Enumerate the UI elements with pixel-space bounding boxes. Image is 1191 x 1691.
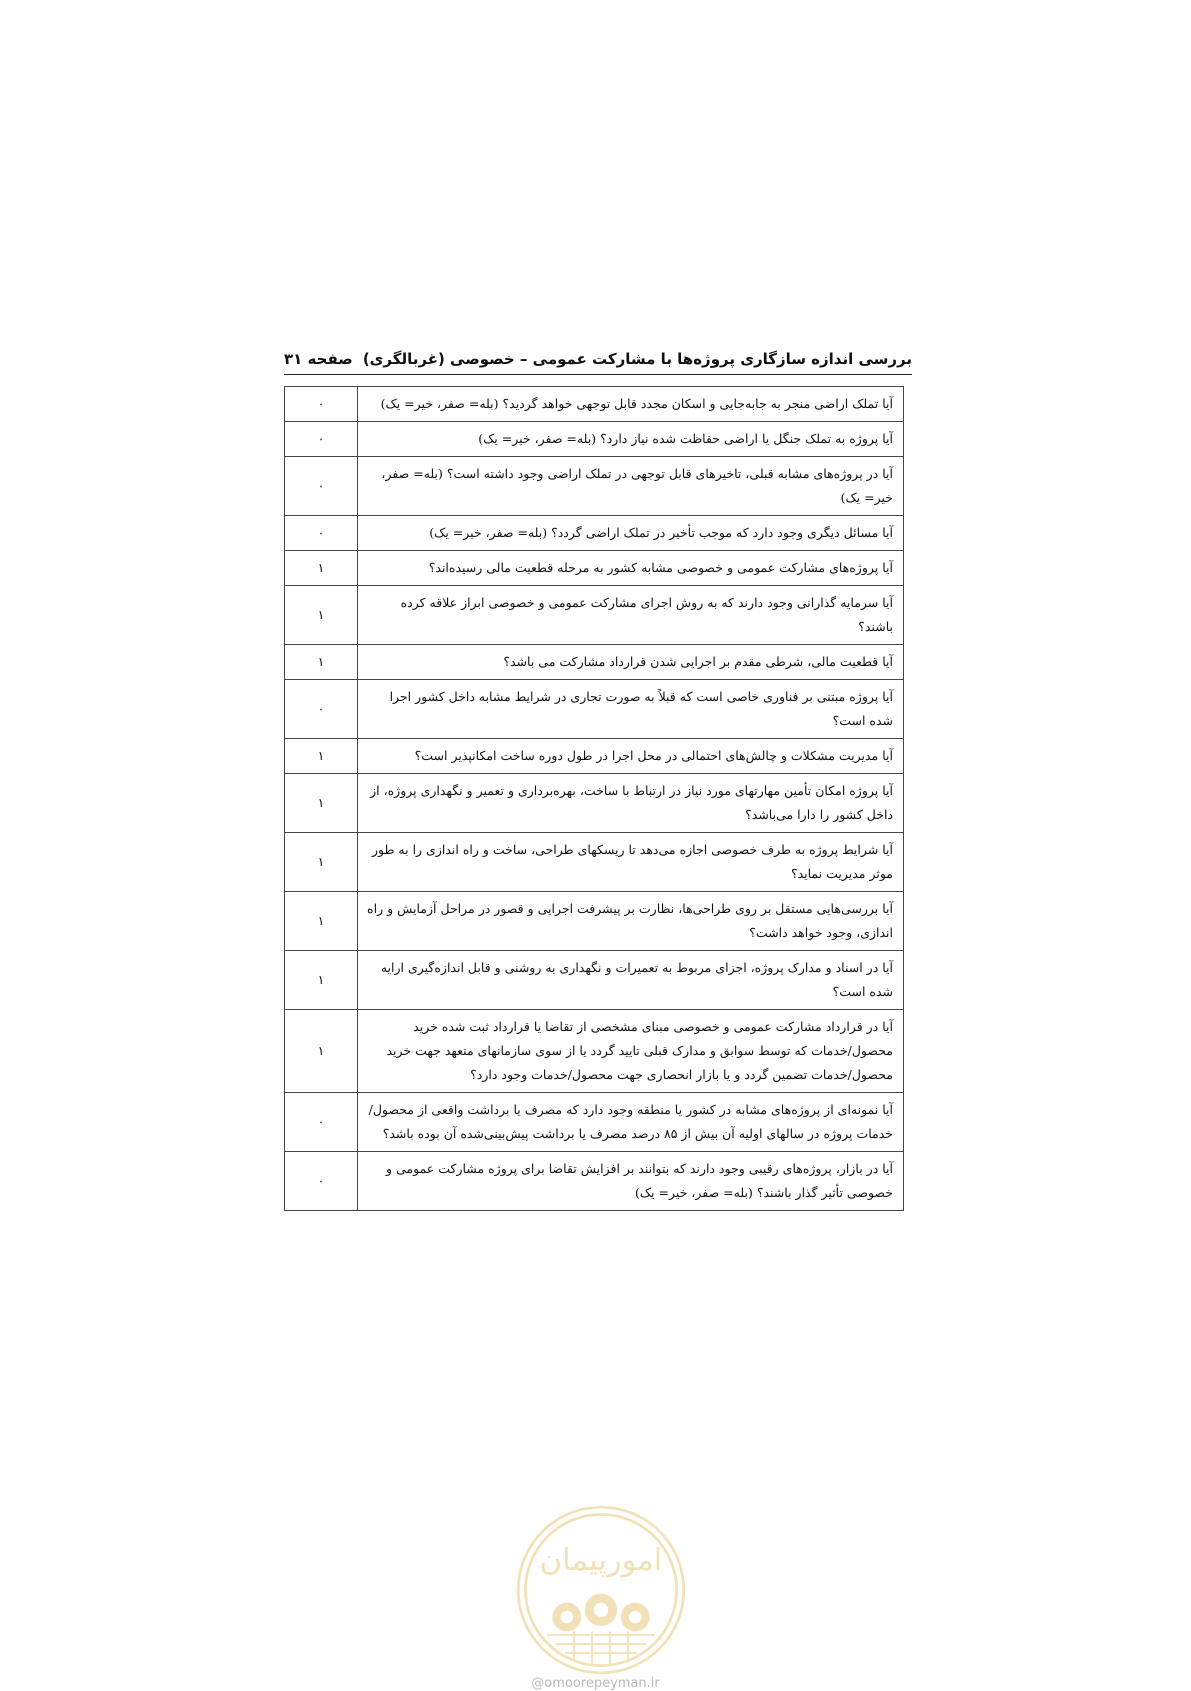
table-row — [285, 422, 904, 457]
score-cell: ۱ — [285, 892, 358, 951]
question-cell: آیا قطعیت مالی، شرطی مقدم بر اجرایی شدن قرارداد مشارکت می باشد؟ — [358, 645, 904, 680]
score-cell: ۰ — [285, 387, 358, 422]
question-cell: آیا شرایط پروژه به طرف خصوصی اجازه می‌دهد تا ریسکهای طراحی، ساخت و راه اندازی را به طور موثر مدیریت نماید؟ — [358, 833, 904, 892]
omoorepeyman-logo — [511, 1500, 691, 1680]
question-cell: آیا در قرارداد مشارکت عمومی و خصوصی مبنای مشخصی از تقاضا یا قرارداد ثبت شده خرید محصول/خدمات که توسط سوابق و مدارک قبلی تایید گردد یا از سوی سازمانهای متعهد جهت خرید محصول/خدمات تضمین گردد و یا بازار انحصاری جهت محصول/خدمات وجود دارد؟ — [358, 1010, 904, 1093]
logo-text: امورپیمان — [539, 1543, 663, 1579]
table-row — [285, 516, 904, 551]
question-cell: آیا پروژه به تملک جنگل یا اراضی حفاظت شده نیاز دارد؟ (بله= صفر، خیر= یک) — [358, 422, 904, 457]
score-cell: ۱ — [285, 739, 358, 774]
score-cell: ۱ — [285, 586, 358, 645]
watermark-site: @omoorepeyman.ir — [531, 1676, 660, 1691]
table-row — [285, 645, 904, 680]
table-row — [285, 1010, 904, 1093]
question-cell: آیا در بازار، پروژه‌های رقیبی وجود دارند که بتوانند بر افزایش تقاضا برای پروژه مشارکت عمومی و خصوصی تأثیر گذار باشند؟ (بله= صفر، خیر= یک) — [358, 1152, 904, 1211]
score-cell: ۱ — [285, 1010, 358, 1093]
table-row — [285, 833, 904, 892]
score-cell: ۰ — [285, 1093, 358, 1152]
table-row — [285, 1093, 904, 1152]
page-header — [284, 350, 912, 375]
score-cell: ۱ — [285, 551, 358, 586]
question-cell: آیا پروژه مبتنی بر فناوری خاصی است که قبلاً به صورت تجاری در شرایط مشابه داخل کشور اجرا شده است؟ — [358, 680, 904, 739]
question-cell: آیا پروژه امکان تأمین مهارتهای مورد نیاز در ارتباط با ساخت، بهره‌برداری و تعمیر و نگهداری پروژه، از داخل کشور را دارا می‌باشد؟ — [358, 774, 904, 833]
score-cell: ۱ — [285, 951, 358, 1010]
score-cell: ۰ — [285, 1152, 358, 1211]
table-row — [285, 551, 904, 586]
document-title: بررسی اندازه سازگاری پروژه‌ها با مشارکت عمومی – خصوصی (غربالگری) — [362, 350, 912, 368]
page-number: صفحه ۳۱ — [284, 350, 353, 368]
question-cell: آیا نمونه‌ای از پروژه‌های مشابه در کشور یا منطقه وجود دارد که مصرف یا برداشت واقعی از محصول/خدمات پروژه در سالهای اولیه آن بیش از ۸۵ درصد مصرف یا برداشت پیش‌بینی‌شده آن بوده باشد؟ — [358, 1093, 904, 1152]
table-row — [285, 457, 904, 516]
score-cell: ۰ — [285, 422, 358, 457]
score-cell: ۱ — [285, 645, 358, 680]
score-cell: ۱ — [285, 833, 358, 892]
question-cell: آیا سرمایه گذارانی وجود دارند که به روش اجرای مشارکت عمومی و خصوصی ابراز علاقه کرده باشند؟ — [358, 586, 904, 645]
question-cell: آیا مسائل دیگری وجود دارد که موجب تأخیر در تملک اراضی گردد؟ (بله= صفر، خیر= یک) — [358, 516, 904, 551]
table-row — [285, 1152, 904, 1211]
table-row — [285, 680, 904, 739]
question-cell: آیا در اسناد و مدارک پروژه، اجزای مربوط به تعمیرات و نگهداری به روشنی و قابل اندازه‌گیری ارایه شده است؟ — [358, 951, 904, 1010]
score-cell: ۱ — [285, 774, 358, 833]
table-row — [285, 739, 904, 774]
table-row — [285, 586, 904, 645]
screening-table — [284, 386, 904, 1211]
question-cell: آیا بررسی‌هایی مستقل بر روی طراحی‌ها، نظارت بر پیشرفت اجرایی و قصور در مراحل آزمایش و راه اندازی، وجود خواهد داشت؟ — [358, 892, 904, 951]
score-cell: ۰ — [285, 457, 358, 516]
score-cell: ۰ — [285, 516, 358, 551]
question-cell: آیا پروژه‌های مشارکت عمومی و خصوصی مشابه کشور به مرحله قطعیت مالی رسیده‌اند؟ — [358, 551, 904, 586]
question-cell: آیا مدیریت مشکلات و چالش‌های احتمالی در محل اجرا در طول دوره ساخت امکانپذیر است؟ — [358, 739, 904, 774]
question-cell: آیا در پروژه‌های مشابه قبلی، تاخیرهای قابل توجهی در تملک اراضی وجود داشته است؟ (بله= صفر، خیر= یک) — [358, 457, 904, 516]
score-cell: ۰ — [285, 680, 358, 739]
table-row — [285, 774, 904, 833]
table-row — [285, 387, 904, 422]
question-cell: آیا تملک اراضی منجر به جابه‌جایی و اسکان مجدد قابل توجهی خواهد گردید؟ (بله= صفر، خیر= یک) — [358, 387, 904, 422]
table-row — [285, 951, 904, 1010]
table-row — [285, 892, 904, 951]
